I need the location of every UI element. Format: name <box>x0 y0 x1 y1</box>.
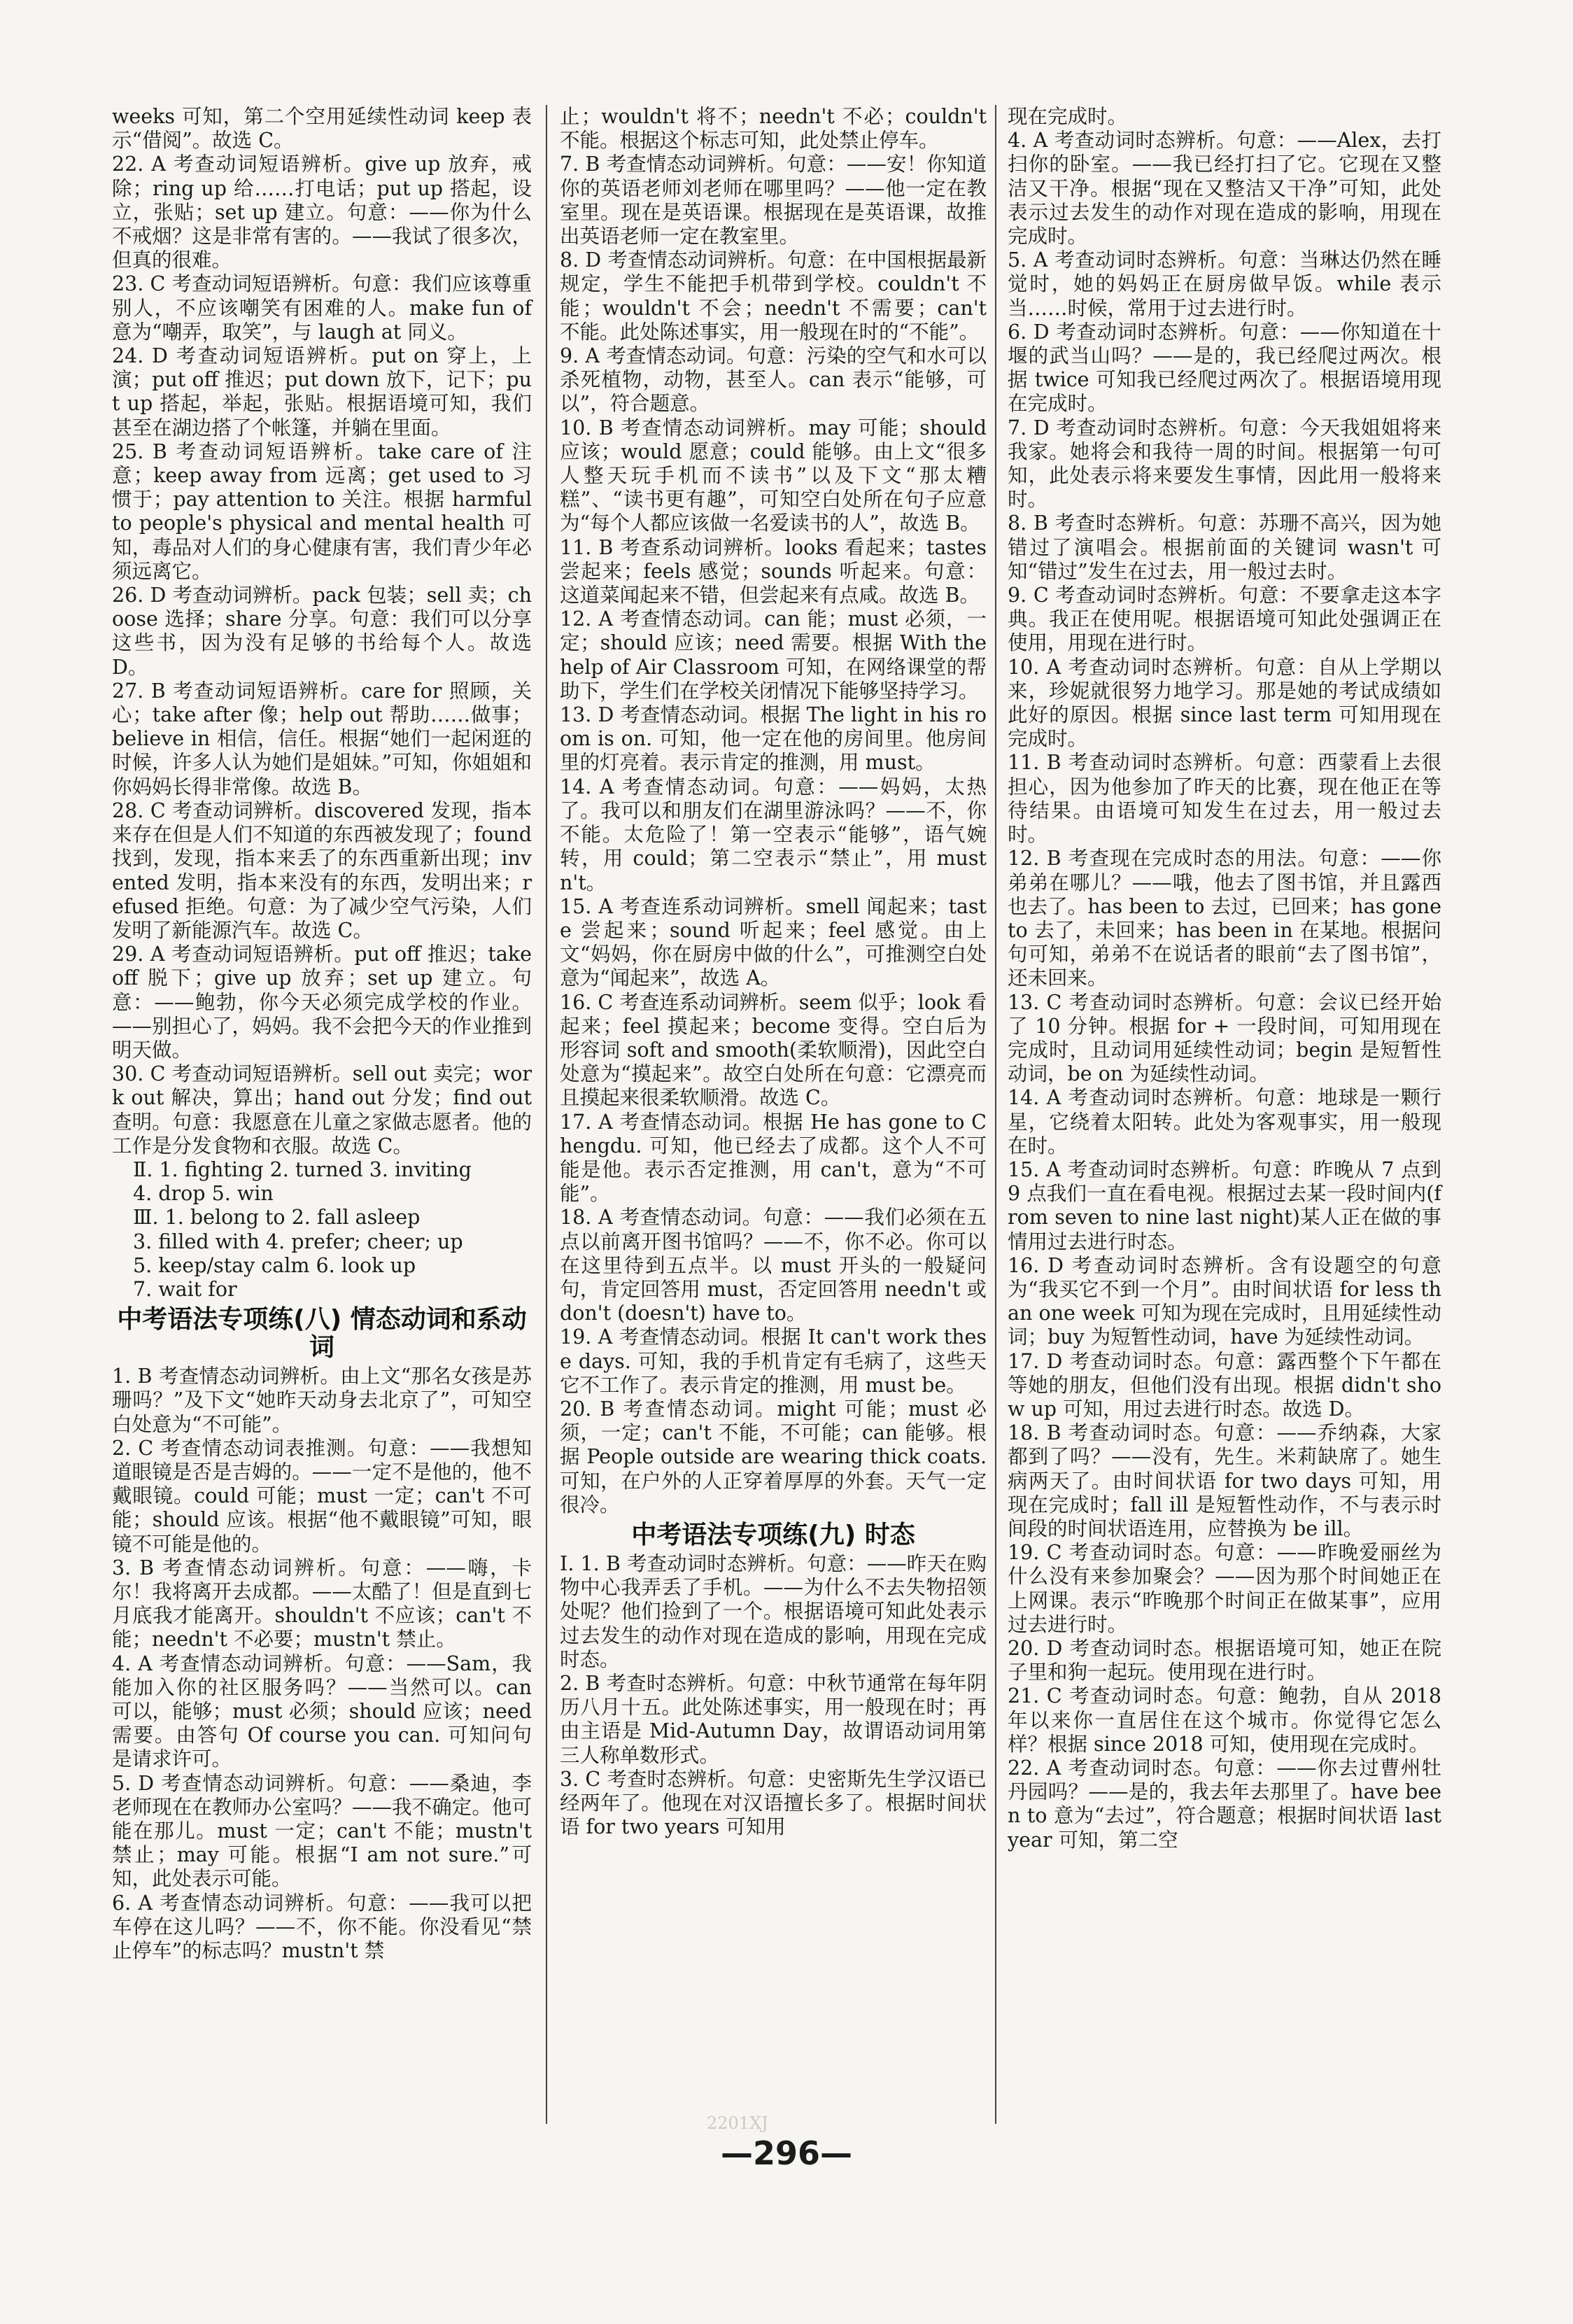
answer-paragraph: 20. B 考查情态动词。might 可能；must 必须，一定；can't 不能，不可能；can 能够。根据 People outside are wearing thick coats. 可知，在户外的人正穿着厚厚的外套。天气一定很冷。 <box>560 1397 987 1516</box>
section-3-line-1: 1. belong to 2. fall asleep <box>164 1206 421 1230</box>
answer-paragraph: 13. C 考查动词时态辨析。句意：会议已经开始了 10 分钟。根据 for + 一段时间，可知用现在完成时，且动词用延续性动词；begin 是短暂性动词，be on 为延续性动词。 <box>1008 990 1441 1086</box>
answer-paragraph: 28. C 考查动词辨析。discovered 发现，指本来存在但是人们不知道的东西被发现了；found 找到，发现，指本来丢了的东西重新出现；invented 发明，指本来没有的东西，发明出来；refused 拒绝。句意：为了减少空气污染，人们发明了新能源汽车。故选 C。 <box>112 798 532 942</box>
answer-paragraph: 6. D 考查动词时态辨析。句意：——你知道在十堰的武当山吗？——是的，我已经爬过两次。根据 twice 可知我已经爬过两次了。根据语境用现在完成时。 <box>1008 320 1441 416</box>
column-2b-paragraphs <box>560 1552 987 1839</box>
column-3-paragraphs <box>1008 105 1441 1852</box>
heading-practice-9: 中考语法专项练(九) 时态 <box>631 1520 915 1549</box>
column-1-paragraphs <box>112 105 532 1158</box>
answer-paragraph: 19. A 考查情态动词。根据 It can't work these days. 可知，我的手机肯定有毛病了，这些天它不工作了。表示肯定的推测，用 must be。 <box>560 1325 987 1397</box>
answer-paragraph: 15. A 考查动词时态辨析。句意：昨晚从 7 点到 9 点我们一直在看电视。根据过去某一段时间内(from seven to nine last night)某人正在做的事情用过去进行时态。 <box>1008 1157 1441 1253</box>
answer-paragraph: 12. B 考查现在完成时态的用法。句意：——你弟弟在哪儿？——哦，他去了图书馆，并且露西也去了。has been to 去过，已回来；has gone to 去了，未回来；has been in 在某地。根据问句可知，弟弟不在说话者的眼前“去了图书馆”，还未回来。 <box>1008 847 1441 990</box>
answer-paragraph: 1. B 考查情态动词辨析。由上文“那名女孩是苏珊吗？”及下文“她昨天动身去北京了”，可知空白处意为“不可能”。 <box>112 1365 532 1436</box>
answer-paragraph: 17. D 考查动词时态。句意：露西整个下午都在等她的朋友，但他们没有出现。根据 didn't show up 可知，用过去进行时态。故选 D。 <box>1008 1349 1441 1421</box>
answer-paragraph: 30. C 考查动词短语辨析。sell out 卖完；work out 解决，算出；hand out 分发；find out 查明。句意：我愿意在儿童之家做志愿者。他的工作是分发食物和衣服。故选 C。 <box>112 1062 532 1157</box>
heading-practice-8: 中考语法专项练(八) 情态动词和系动词 <box>117 1305 527 1362</box>
section-3-line-3: 5. keep/stay calm 6. look up <box>133 1253 416 1277</box>
answer-paragraph: 25. B 考查动词短语辨析。take care of 注意；keep away from 远离；get used to 习惯于；pay attention to 关注。根据 harmful to people's physical and mental health 可知，毒品对人们的身心健康有害，我们青少年必须远离它。 <box>112 439 532 583</box>
answer-paragraph: 5. A 考查动词时态辨析。句意：当琳达仍然在睡觉时，她的妈妈正在厨房做早饭。while 表示当……时候，常用于过去进行时。 <box>1008 248 1441 320</box>
answer-paragraph: 11. B 考查系动词辨析。looks 看起来；tastes 尝起来；feels 感觉；sounds 听起来。句意：这道菜闻起来不错，但尝起来有点咸。故选 B。 <box>560 535 987 607</box>
section-3 <box>112 1206 532 1302</box>
answer-paragraph: 18. B 考查动词时态。句意：——乔纳森，大家都到了吗？——没有，先生。米莉缺席了。她生病两天了。由时间状语 for two days 可知，用现在完成时；fall ill 是短暂性动作，不与表示时间段的时间状语连用，应替换为 be ill。 <box>1008 1421 1441 1540</box>
column-divider-1 <box>546 105 547 2124</box>
answer-paragraph: 现在完成时。 <box>1008 105 1128 128</box>
answer-paragraph: 19. C 考查动词时态。句意：——昨晚爱丽丝为什么没有来参加聚会？——因为那个时间她正在上网课。表示“昨晚那个时间正在做某事”，应用过去进行时。 <box>1008 1541 1441 1636</box>
answer-paragraph: 3. B 考查情态动词辨析。句意：——嗨，卡尔！我将离开去成都。——太酷了！但是直到七月底我才能离开。shouldn't 不应该；can't 不能；needn't 不必要；mustn't 禁止。 <box>112 1556 532 1652</box>
answer-paragraph: 24. D 考查动词短语辨析。put on 穿上，上演；put off 推迟；put down 放下，记下；put up 搭起，举起，张贴。根据语境可知，我们甚至在湖边搭了个帐篷，并躺在里面。 <box>112 344 532 439</box>
answer-paragraph: 2. B 考查时态辨析。句意：中秋节通常在每年阴历八月十五。此处陈述事实，用一般现在时；再由主语是 Mid-Autumn Day，故谓语动词用第三人称单数形式。 <box>560 1672 987 1767</box>
answer-paragraph: 11. B 考查动词时态辨析。句意：西蒙看上去很担心，因为他参加了昨天的比赛，现在他正在等待结果。由语境可知发生在过去，用一般过去时。 <box>1008 751 1441 847</box>
answer-paragraph: 3. C 考查时态辨析。句意：史密斯先生学汉语已经两年了。他现在对汉语擅长多了。根据时间状语 for two years 可知用 <box>560 1767 987 1839</box>
section-2-line-2: 4. drop 5. win <box>133 1182 274 1206</box>
column-1 <box>112 105 532 1963</box>
answer-paragraph: 12. A 考查情态动词。can 能；must 必须，一定；should 应该；need 需要。根据 With the help of Air Classroom 可知，在网络课堂的帮助下，学生们在学校关闭情况下能够坚持学习。 <box>560 607 987 703</box>
answer-paragraph: 17. A 考查情态动词。根据 He has gone to Chengdu. 可知，他已经去了成都。这个人不可能是他。表示否定推测，用 can't，意为“不可能”。 <box>560 1110 987 1206</box>
faint-watermark: 2201XJ <box>707 2113 768 2133</box>
answer-paragraph: 9. C 考查动词时态辨析。句意：不要拿走这本字典。我正在使用呢。根据语境可知此处强调正在使用，用现在进行时。 <box>1008 584 1441 655</box>
answer-paragraph: 8. D 考查情态动词辨析。句意：在中国根据最新规定，学生不能把手机带到学校。couldn't 不能；wouldn't 不会；needn't 不需要；can't 不能。此处陈述事实，用一般现在时的“不能”。 <box>560 248 987 344</box>
answer-paragraph: 21. C 考查动词时态。句意：鲍勃，自从 2018 年以来你一直居住在这个城市。你觉得它怎么样？根据 since 2018 可知，使用现在完成时。 <box>1008 1684 1441 1756</box>
column-3 <box>1008 105 1441 1852</box>
answer-paragraph: 26. D 考查动词辨析。pack 包装；sell 卖；choose 选择；share 分享。句意：我们可以分享这些书，因为没有足够的书给每个人。故选 D。 <box>112 584 532 679</box>
section-2 <box>112 1158 532 1206</box>
answer-paragraph: 10. B 考查情态动词辨析。may 可能；should 应该；would 愿意；could 能够。由上文“很多人整天玩手机而不读书”以及下文“那太糟糕”、“读书更有趣”，可知空白处所在句子应意为“每个人都应该做一名爱读书的人”，故选 B。 <box>560 416 987 535</box>
column-divider-2 <box>995 105 996 2124</box>
column-1b-paragraphs <box>112 1365 532 1963</box>
section-3-line-2: 3. filled with 4. prefer; cheer; up <box>133 1230 463 1253</box>
answer-paragraph: 14. A 考查情态动词。句意：——妈妈，太热了。我可以和朋友们在湖里游泳吗？——不，你不能。太危险了！第一空表示“能够”，语气婉转，用 could；第二空表示“禁止”，用 mustn't。 <box>560 775 987 894</box>
section-2-line-1: 1. fighting 2. turned 3. inviting <box>159 1157 472 1181</box>
answer-paragraph: 22. A 考查动词时态。句意：——你去过曹州牡丹园吗？——是的，我去年去那里了。have been to 意为“去过”，符合题意；根据时间状语 last year 可知，第二空 <box>1008 1756 1441 1852</box>
answer-paragraph: weeks 可知，第二个空用延续性动词 keep 表示“借阅”。故选 C。 <box>112 105 532 153</box>
answer-paragraph: 15. A 考查连系动词辨析。smell 闻起来；taste 尝起来；sound 听起来；feel 感觉。由上文“妈妈，你在厨房中做的什么”，可推测空白处意为“闻起来”，故选 A。 <box>560 894 987 990</box>
answer-paragraph: 29. A 考查动词短语辨析。put off 推迟；take off 脱下；give up 放弃；set up 建立。句意：——鲍勃，你今天必须完成学校的作业。——别担心了，妈妈。我不会把今天的作业推到明天做。 <box>112 943 532 1062</box>
answer-paragraph: 2. C 考查情态动词表推测。句意：——我想知道眼镜是否是吉姆的。——一定不是他的，他不戴眼镜。could 可能；must 一定；can't 不可能；should 应该。根据“他不戴眼镜”可知，眼镜不可能是他的。 <box>112 1436 532 1556</box>
answer-paragraph: 止；wouldn't 将不；needn't 不必；couldn't 不能。根据这个标志可知，此处禁止停车。 <box>560 105 987 153</box>
answer-paragraph: 27. B 考查动词短语辨析。care for 照顾，关心；take after 像；help out 帮助……做事；believe in 相信，信任。根据“她们一起闲逛的时候，许多人认为她们是姐妹。”可知，你姐姐和你妈妈长得非常像。故选 B。 <box>112 679 532 798</box>
answer-paragraph: 16. D 考查动词时态辨析。含有设题空的句意为“我买它不到一个月”。由时间状语 for less than one week 可知为现在完成时，且用延续性动词；buy 为短暂性动词，have 为延续性动词。 <box>1008 1253 1441 1349</box>
section-2-label: Ⅱ. <box>133 1157 153 1181</box>
answer-paragraph: 18. A 考查情态动词。句意：——我们必须在五点以前离开图书馆吗？——不，你不必。你可以在这里待到五点半。以 must 开头的一般疑问句，肯定回答用 must，否定回答用 needn't 或 don't (doesn't) have to。 <box>560 1206 987 1325</box>
page-number: —296— <box>720 2134 853 2172</box>
answer-paragraph: 20. D 考查动词时态。根据语境可知，她正在院子里和狗一起玩。使用现在进行时。 <box>1008 1637 1441 1684</box>
answer-paragraph: 23. C 考查动词短语辨析。句意：我们应该尊重别人，不应该嘲笑有困难的人。make fun of 意为“嘲弄，取笑”，与 laugh at 同义。 <box>112 272 532 344</box>
answer-paragraph: 4. A 考查动词时态辨析。句意：——Alex，去打扫你的卧室。——我已经打扫了它。它现在又整洁又干净。根据“现在又整洁又干净”可知，此处表示过去发生的动作对现在造成的影响，用现在完成时。 <box>1008 129 1441 248</box>
answer-paragraph: 14. A 考查动词时态辨析。句意：地球是一颗行星，它绕着太阳转。此处为客观事实，用一般现在时。 <box>1008 1086 1441 1157</box>
answer-paragraph: 6. A 考查情态动词辨析。句意：——我可以把车停在这儿吗？——不，你不能。你没看见“禁止停车”的标志吗？mustn't 禁 <box>112 1891 532 1963</box>
answer-paragraph: 8. B 考查时态辨析。句意：苏珊不高兴，因为她错过了演唱会。根据前面的关键词 wasn't 可知“错过”发生在过去，用一般过去时。 <box>1008 512 1441 583</box>
answer-paragraph: 4. A 考查情态动词辨析。句意：——Sam，我能加入你的社区服务吗？——当然可以。can 可以，能够；must 必须；should 应该；need 需要。由答句 Of course you can. 可知问句是请求许可。 <box>112 1652 532 1771</box>
answer-paragraph: 7. D 考查动词时态辨析。句意：今天我姐姐将来我家。她将会和我待一周的时间。根据第一句可知，此处表示将来要发生事情，因此用一般将来时。 <box>1008 416 1441 512</box>
answer-paragraph: 5. D 考查情态动词辨析。句意：——桑迪，李老师现在在教师办公室吗？——我不确定。他可能在那儿。must 一定；can't 不能；mustn't 禁止；may 可能。根据“I am not sure.”可知，此处表示可能。 <box>112 1771 532 1891</box>
answer-paragraph: Ⅰ. 1. B 考查动词时态辨析。句意：——昨天在购物中心我弄丢了手机。——为什么不去失物招领处呢？他们捡到了一个。根据语境可知此处表示过去发生的动作对现在造成的影响，用现在完成时态。 <box>560 1551 987 1671</box>
answer-paragraph: 9. A 考查情态动词。句意：污染的空气和水可以杀死植物，动物，甚至人。can 表示“能够，可以”，符合题意。 <box>560 344 987 416</box>
section-3-line-4: 7. wait for <box>133 1277 237 1301</box>
answer-paragraph: 7. B 考查情态动词辨析。句意：——安！你知道你的英语老师刘老师在哪里吗？——他一定在教室里。现在是英语课。根据现在是英语课，故推出英语老师一定在教室里。 <box>560 153 987 248</box>
answer-paragraph: 22. A 考查动词短语辨析。give up 放弃，戒除；ring up 给……打电话；put up 搭起，设立，张贴；set up 建立。句意：——你为什么不戒烟？这是非常有害的。——我试了很多次，但真的很难。 <box>112 153 532 272</box>
answer-paragraph: 13. D 考查情态动词。根据 The light in his room is on. 可知，他一定在他的房间里。他房间里的灯亮着。表示肯定的推测，用 must。 <box>560 703 987 775</box>
answer-paragraph: 10. A 考查动词时态辨析。句意：自从上学期以来，珍妮就很努力地学习。那是她的考试成绩如此好的原因。根据 since last term 可知用现在完成时。 <box>1008 655 1441 751</box>
column-2 <box>560 105 987 1839</box>
section-3-label: Ⅲ. <box>133 1206 159 1230</box>
answer-paragraph: 16. C 考查连系动词辨析。seem 似乎；look 看起来；feel 摸起来；become 变得。空白后为形容词 soft and smooth(柔软顺滑)，因此空白处意为“摸起来”。故空白处所在句意：它漂亮而且摸起来很柔软顺滑。故选 C。 <box>560 990 987 1110</box>
column-2-paragraphs <box>560 105 987 1517</box>
